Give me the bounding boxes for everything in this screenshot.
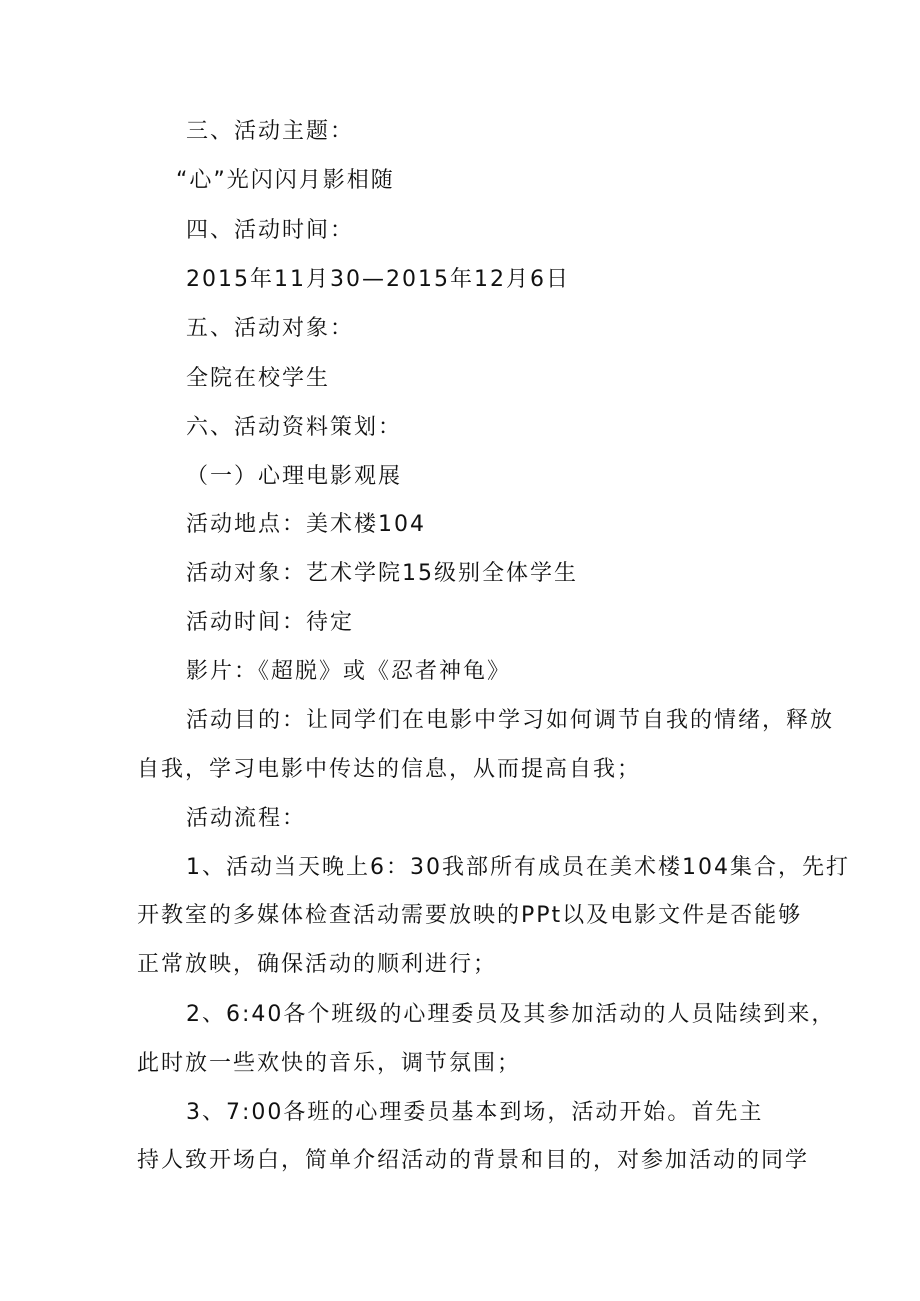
- process-step-1-line-1: 1、活动当天晚上6：30我部所有成员在美术楼104集合，先打: [186, 855, 850, 880]
- process-step-2-line-2: 此时放一些欢快的音乐，调节氛围；: [137, 1051, 522, 1076]
- audience-text: 全院在校学生: [186, 366, 331, 391]
- films-text: 影片：《超脱》或《忍者神龟》: [186, 659, 512, 684]
- event-time-text: 活动时间：待定: [186, 610, 355, 635]
- purpose-text-line-1: 活动目的：让同学们在电影中学习如何调节自我的情绪，释放: [186, 708, 835, 733]
- section-heading-planning: 六、活动资料策划：: [186, 415, 403, 440]
- location-text: 活动地点：美术楼104: [186, 512, 426, 537]
- theme-text: “心”光闪闪月影相随: [176, 168, 395, 193]
- section-heading-theme: 三、活动主题：: [186, 119, 355, 144]
- process-step-1-line-3: 正常放映，确保活动的顺利进行；: [137, 952, 498, 977]
- process-step-1-line-2: 开教室的多媒体检查活动需要放映的PPt以及电影文件是否能够: [137, 903, 803, 928]
- time-text: 2015年11月30—2015年12月6日: [186, 267, 570, 292]
- subsection-heading-movie: （一）心理电影观展: [186, 464, 403, 489]
- process-heading: 活动流程：: [186, 806, 307, 831]
- process-step-3-line-1: 3、7:00各班的心理委员基本到场，活动开始。首先主: [186, 1100, 764, 1125]
- section-heading-time: 四、活动时间：: [186, 218, 355, 243]
- purpose-text-line-2: 自我，学习电影中传达的信息，从而提高自我；: [137, 757, 642, 782]
- process-step-2-line-1: 2、6:40各个班级的心理委员及其参加活动的人员陆续到来，: [186, 1002, 836, 1027]
- process-step-3-line-2: 持人致开场白，简单介绍活动的背景和目的，对参加活动的同学: [137, 1148, 810, 1173]
- section-heading-audience: 五、活动对象：: [186, 316, 355, 341]
- target-text: 活动对象：艺术学院15级别全体学生: [186, 561, 578, 586]
